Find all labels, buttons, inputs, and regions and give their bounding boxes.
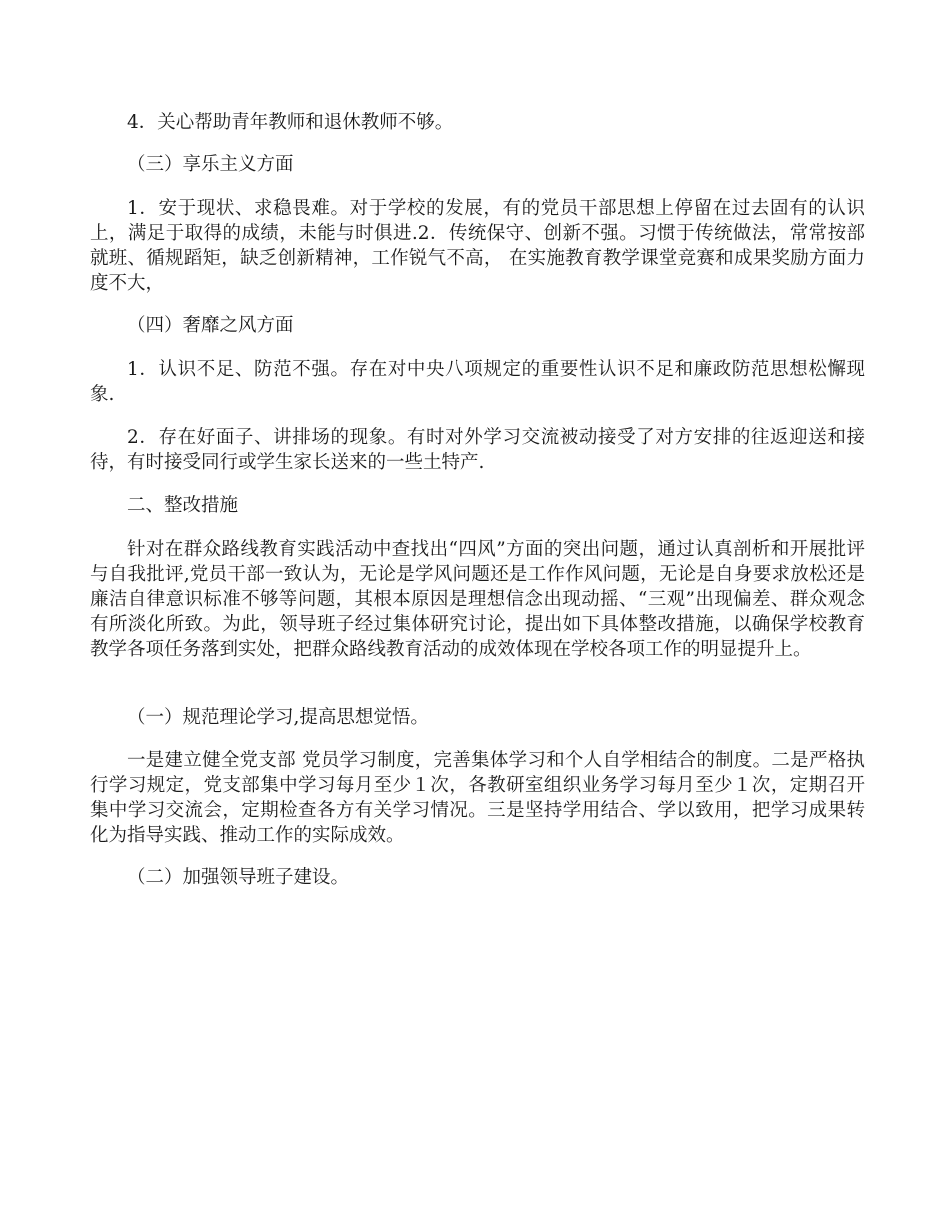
subsection-heading-leadership: （二）加强领导班子建设。 (127, 867, 350, 888)
paragraph-item-4: 4．关心帮助青年教师和退休教师不够。 (127, 112, 454, 133)
paragraph-rectification-intro: 针对在群众路线教育实践活动中查找出“四风”方面的突出问题，通过认真剖析和开展批评与自我批评,党员干部一致认为，无论是学风问题还是工作作风问题，无论是自身要求放松还是廉洁自律意识标准不够等问题，其根本原因是理想信念出现动摇、“三观”出现偏差、群众观念有所淡化所致。为此，领导班子经过集体研究讨论，提出如下具体整改措施，以确保学校教育教学各项任务落到实处，把群众路线教育活动的成效体现在学校各项工作的明显提升上。 (90, 539, 865, 660)
section-heading-extravagance: （四）奢靡之风方面 (127, 315, 294, 336)
section-heading-rectification: 二、整改措施 (127, 495, 239, 516)
subsection-heading-theory-study: （一）规范理论学习,提高思想觉悟。 (127, 707, 429, 728)
paragraph-extravagance-2: 2．存在好面子、讲排场的现象。有时对外学习交流被动接受了对方安排的往返迎送和接待，有时接受同行或学生家长送来的一些土特产. (90, 427, 865, 473)
section-heading-hedonism: （三）享乐主义方面 (127, 154, 294, 175)
paragraph-theory-study: 一是建立健全党支部 党员学习制度，完善集体学习和个人自学相结合的制度。二是严格执行学习规定，党支部集中学习每月至少１次，各教研室组织业务学习每月至少１次，定期召开集中学习交流会，定期检查各方有关学习情况。三是坚持学用结合、学以致用，把学习成果转化为指导实践、推动工作的实际成效。 (90, 750, 865, 846)
paragraph-hedonism-1: 1．安于现状、求稳畏难。对于学校的发展，有的党员干部思想上停留在过去固有的认识上，满足于取得的成绩，未能与时俱进.2．传统保守、创新不强。习惯于传统做法，常常按部就班、循规蹈矩，缺乏创新精神，工作锐气不高， 在实施教育教学课堂竞赛和成果奖励方面力度不大， (90, 198, 865, 294)
paragraph-extravagance-1: 1．认识不足、防范不强。存在对中央八项规定的重要性认识不足和廉政防范思想松懈现象. (90, 359, 865, 405)
